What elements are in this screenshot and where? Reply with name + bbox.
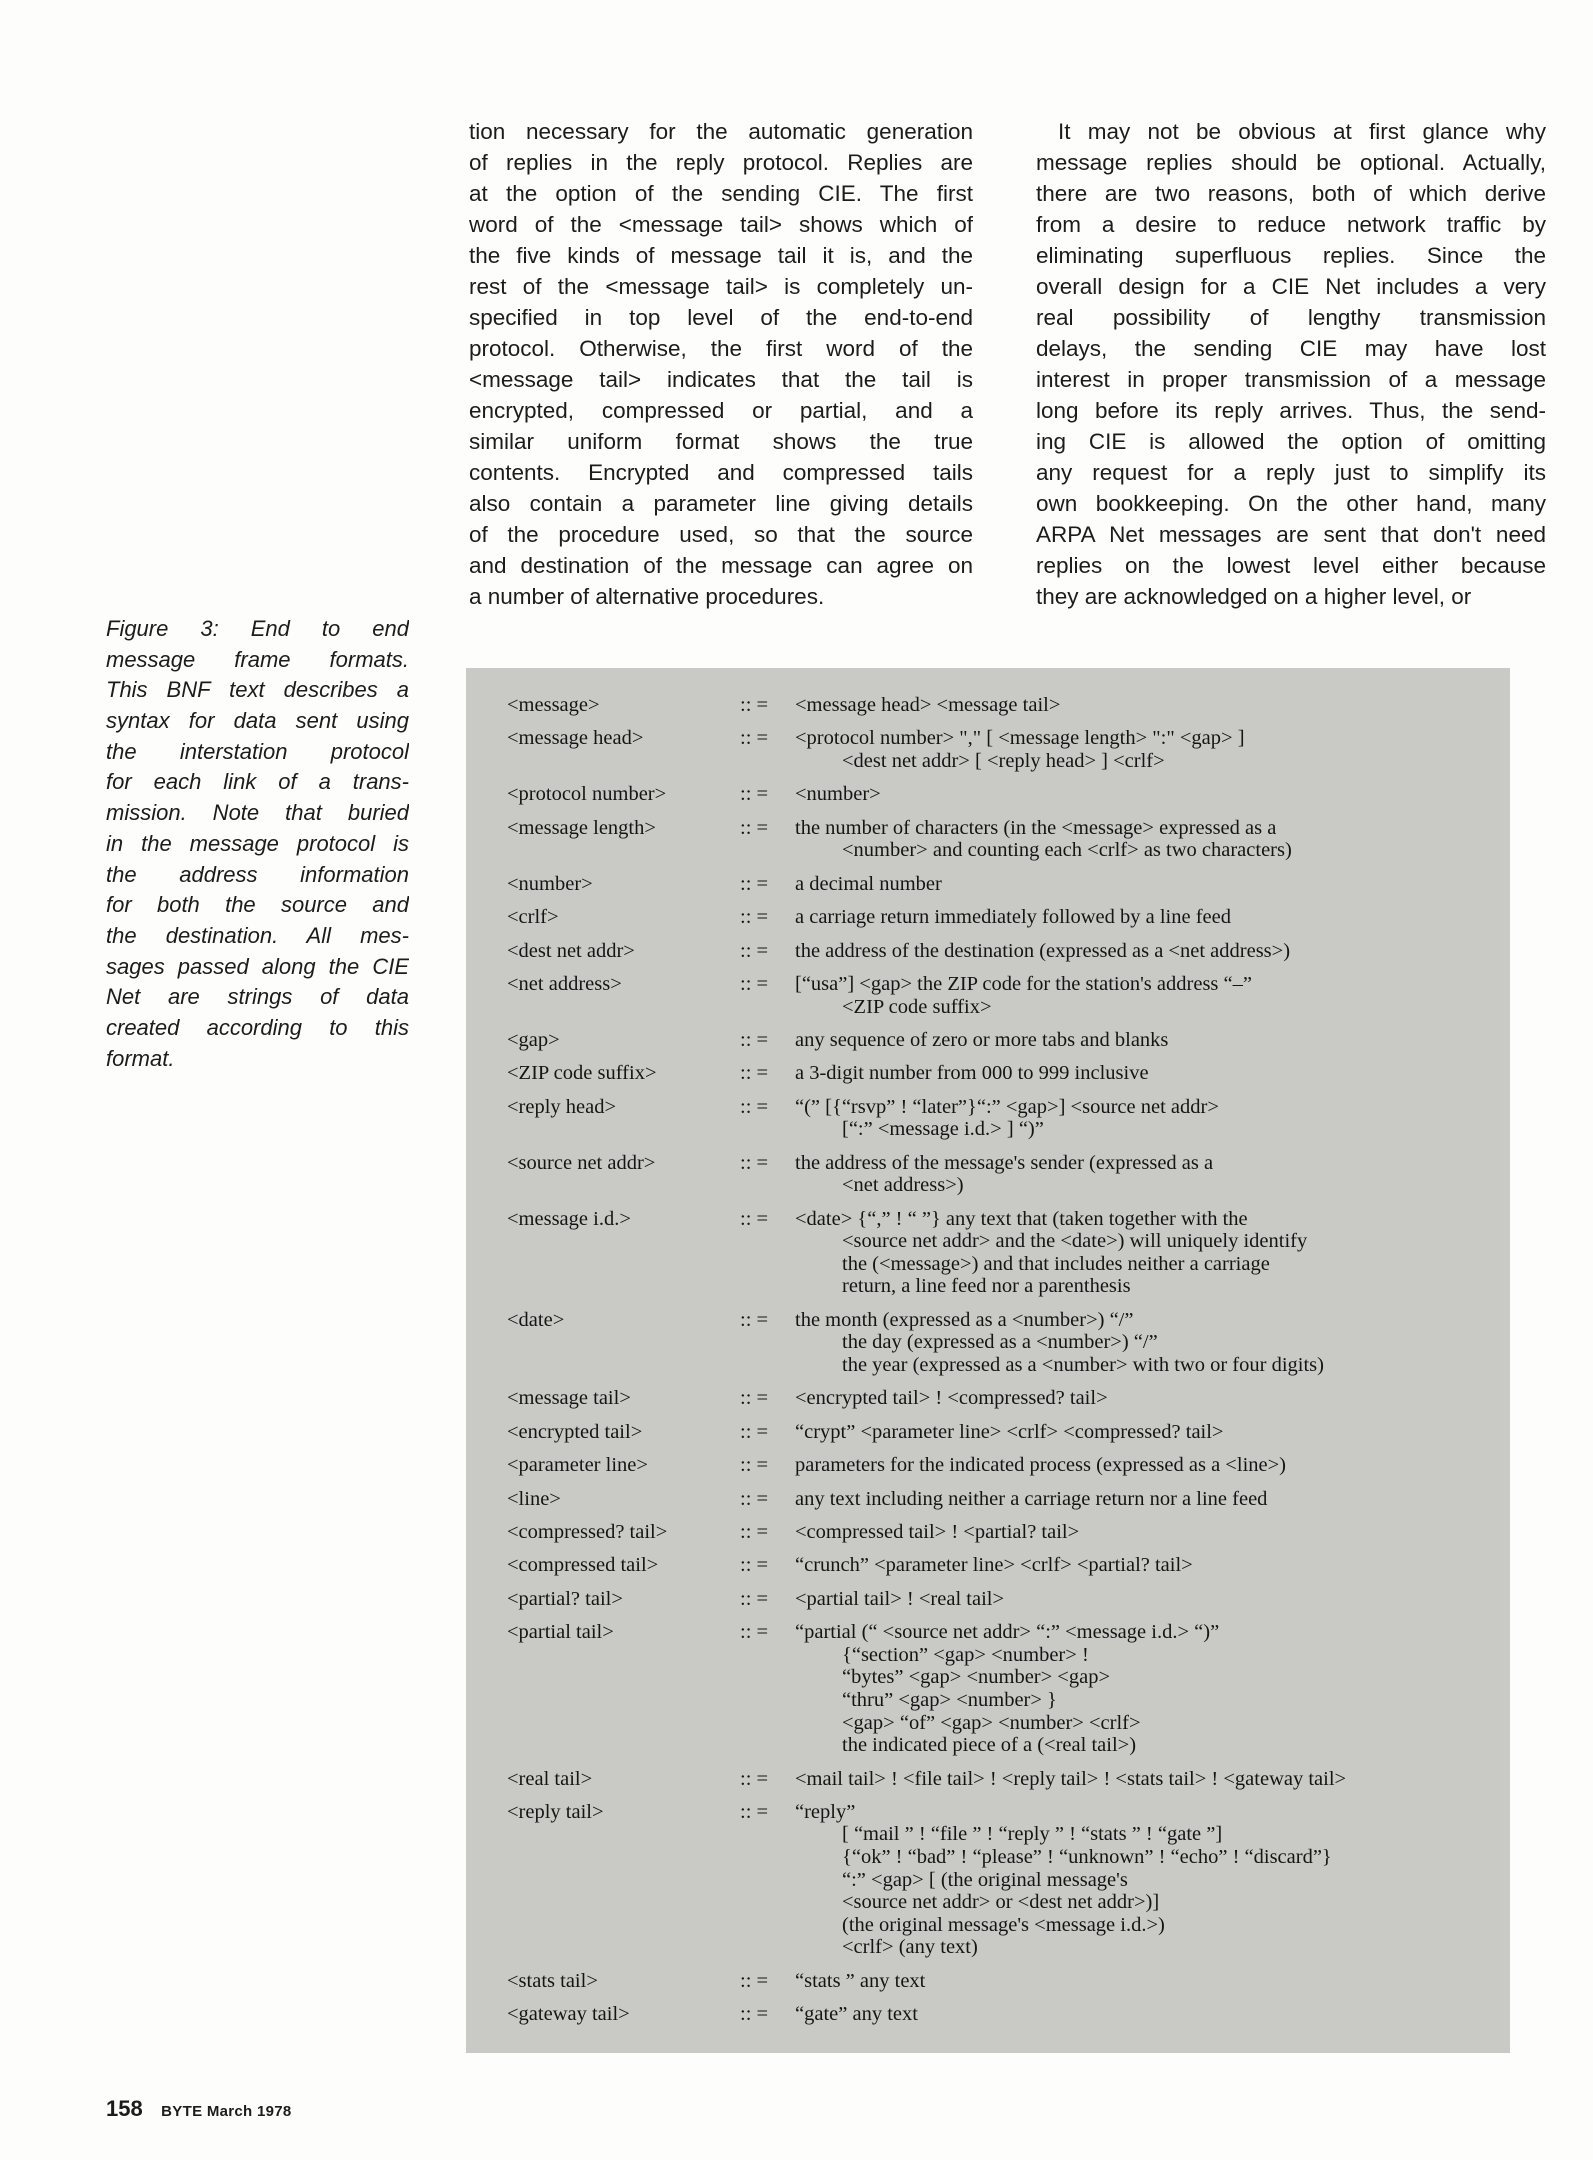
bnf-definition-line: <date> {“,” ! “ ”} any text that (taken together with the (795, 1207, 1248, 1230)
bnf-rule-definition (795, 873, 1507, 896)
bnf-definition-line: a 3-digit number from 000 to 999 inclusive (795, 1062, 1149, 1085)
bnf-operator: :: = (740, 872, 769, 895)
bnf-definition-line: [ “mail ” ! “file ” ! “reply ” ! “stats ” ! “gate ”] (842, 1823, 1223, 1846)
caption-line: in the message protocol is (106, 830, 409, 856)
bnf-rule-name: <reply head> (507, 1095, 617, 1118)
bnf-rule-name: <gap> (507, 1028, 560, 1051)
bnf-rule (507, 1588, 1507, 1611)
bnf-definition-line: the month (expressed as a <number>) “/” (795, 1308, 1134, 1331)
bnf-definition-line: “partial (“ <source net addr> “:” <message i.d.> “)” (795, 1621, 1220, 1644)
bnf-rule-definition (795, 1152, 1507, 1197)
bnf-operator: :: = (740, 727, 769, 750)
bnf-operator: :: = (740, 1454, 769, 1477)
bnf-rule-definition (795, 1454, 1507, 1477)
bnf-rule-definition (795, 1309, 1507, 1377)
bnf-rule-definition (795, 727, 1507, 772)
bnf-rule-name: <protocol number> (507, 783, 667, 806)
bnf-rule-name: <message head> (507, 727, 644, 750)
text-line: similar uniform format shows the true (469, 429, 973, 454)
bnf-operator: :: = (740, 1587, 769, 1610)
bnf-operator: :: = (740, 906, 769, 929)
bnf-rule (507, 1801, 1507, 1959)
bnf-definition-line: <encrypted tail> ! <compressed? tail> (795, 1387, 1108, 1410)
bnf-definition-line: [“:” <message i.d.> ] “)” (842, 1118, 1044, 1141)
bnf-definition-line: <gap> “of” <gap> <number> <crlf> (842, 1711, 1141, 1734)
text-line: <message tail> indicates that the tail is (469, 367, 973, 392)
bnf-operator: :: = (740, 1420, 769, 1443)
body-column-left (469, 116, 973, 612)
bnf-definition-line: {“ok” ! “bad” ! “please” ! “unknown” ! “echo” ! “discard”} (842, 1846, 1332, 1869)
text-line: specified in top level of the end-to-end (469, 305, 973, 330)
bnf-operator: :: = (740, 1387, 769, 1410)
bnf-rule-definition (795, 694, 1507, 717)
bnf-operator: :: = (740, 816, 769, 839)
bnf-rule-name: <message> (507, 694, 600, 716)
bnf-operator: :: = (740, 1767, 769, 1790)
bnf-rule (507, 1554, 1507, 1577)
bnf-rule-definition (795, 1387, 1507, 1410)
bnf-rule (507, 1454, 1507, 1477)
bnf-rule-definition (795, 2003, 1507, 2026)
bnf-rule (507, 1387, 1507, 1410)
text-line: also contain a parameter line giving details (469, 491, 973, 516)
bnf-rule-name: <partial? tail> (507, 1587, 623, 1610)
bnf-definition-line: “thru” <gap> <number> } (842, 1688, 1057, 1711)
bnf-rule (507, 1208, 1507, 1298)
bnf-definition-line: <crlf> (any text) (842, 1936, 978, 1959)
bnf-operator: :: = (740, 1062, 769, 1085)
bnf-rule-name: <ZIP code suffix> (507, 1062, 657, 1085)
bnf-rule (507, 1621, 1507, 1757)
bnf-definition-line: (the original message's <message i.d.>) (842, 1913, 1165, 1936)
bnf-rule (507, 1062, 1507, 1085)
bnf-rule (507, 1309, 1507, 1377)
bnf-definition-line: <mail tail> ! <file tail> ! <reply tail> ! <stats tail> ! <gateway tail> (795, 1767, 1347, 1790)
bnf-operator: :: = (740, 1969, 769, 1992)
bnf-definition-line: <ZIP code suffix> (842, 995, 992, 1018)
bnf-definition-line: any text including neither a carriage return nor a line feed (795, 1487, 1268, 1510)
bnf-definition-line: “bytes” <gap> <number> <gap> (842, 1666, 1111, 1689)
bnf-definition-line: “gate” any text (795, 2003, 918, 2026)
text-line: interest in proper transmission of a message (1036, 367, 1546, 392)
bnf-rule (507, 1521, 1507, 1544)
bnf-rule-definition (795, 1801, 1507, 1959)
bnf-rule-name: <message tail> (507, 1387, 631, 1410)
caption-line: Net are strings of data (106, 984, 409, 1010)
bnf-operator: :: = (740, 1487, 769, 1510)
bnf-operator: :: = (740, 694, 769, 716)
text-line: tion necessary for the automatic generation (469, 119, 973, 144)
bnf-rule-definition (795, 1588, 1507, 1611)
bnf-rule-definition (795, 1096, 1507, 1141)
bnf-definition-line: the day (expressed as a <number>) “/” (842, 1331, 1158, 1354)
bnf-definition-line: [“usa”] <gap> the ZIP code for the station's address “–” (795, 972, 1252, 995)
text-line: and destination of the message can agree on (469, 553, 973, 578)
bnf-definition-line: “reply” (795, 1800, 856, 1823)
bnf-definition-line: <net address>) (842, 1174, 964, 1197)
text-line: the five kinds of message tail it is, and the (469, 243, 973, 268)
caption-line: created according to this (106, 1014, 409, 1040)
caption-line: for each link of a trans- (106, 769, 409, 795)
caption-line: message frame formats. (106, 646, 409, 672)
bnf-operator: :: = (740, 972, 769, 995)
bnf-rule (507, 1768, 1507, 1791)
bnf-operator: :: = (740, 1800, 769, 1823)
bnf-definition-line: <compressed tail> ! <partial? tail> (795, 1520, 1080, 1543)
bnf-rule-name: <reply tail> (507, 1800, 604, 1823)
bnf-rule-definition (795, 1029, 1507, 1052)
caption-line: syntax for data sent using (106, 708, 409, 734)
bnf-rule-name: <date> (507, 1308, 565, 1331)
bnf-operator: :: = (740, 783, 769, 806)
bnf-rule-name: <compressed tail> (507, 1554, 659, 1577)
text-line: of replies in the reply protocol. Replies are (469, 150, 973, 175)
bnf-operator: :: = (740, 1028, 769, 1051)
caption-line: format. (106, 1045, 175, 1071)
text-line: ing CIE is allowed the option of omitting (1036, 429, 1546, 454)
bnf-definition-line: “:” <gap> [ (the original message's (842, 1868, 1128, 1891)
bnf-rule-definition (795, 940, 1507, 963)
bnf-rule (507, 694, 1507, 717)
bnf-rule-name: <number> (507, 872, 593, 895)
bnf-rule-name: <compressed? tail> (507, 1520, 668, 1543)
bnf-definition-line: parameters for the indicated process (expressed as a <line>) (795, 1454, 1286, 1477)
bnf-definition-line: <protocol number> "," [ <message length> ":" <gap> ] (795, 727, 1245, 750)
bnf-rule (507, 1152, 1507, 1197)
caption-line: the address information (106, 861, 409, 887)
figure-caption (106, 614, 409, 1074)
text-line: they are acknowledged on a higher level, or (1036, 584, 1472, 609)
bnf-rule-definition (795, 906, 1507, 929)
bnf-rule-definition (795, 783, 1507, 806)
bnf-operator: :: = (740, 939, 769, 962)
bnf-rule (507, 940, 1507, 963)
text-line: protocol. Otherwise, the first word of the (469, 336, 973, 361)
figure-3-bnf-box (466, 668, 1510, 2053)
caption-line: for both the source and (106, 892, 409, 918)
bnf-rule-definition (795, 1768, 1507, 1791)
text-line: own bookkeeping. On the other hand, many (1036, 491, 1546, 516)
text-line: delays, the sending CIE may have lost (1036, 336, 1546, 361)
caption-line: the destination. All mes- (106, 922, 409, 948)
bnf-rule (507, 1970, 1507, 1993)
bnf-rule-definition (795, 1421, 1507, 1444)
caption-line: This BNF text describes a (106, 677, 409, 703)
bnf-operator: :: = (740, 1151, 769, 1174)
bnf-rule-definition (795, 1970, 1507, 1993)
page-footer (106, 2096, 292, 2122)
caption-line: the interstation protocol (106, 738, 409, 764)
bnf-rule (507, 2003, 1507, 2026)
bnf-rule-name: <dest net addr> (507, 939, 635, 962)
bnf-operator: :: = (740, 2003, 769, 2026)
bnf-rule-definition (795, 1062, 1507, 1085)
bnf-rule-name: <line> (507, 1487, 561, 1510)
text-line: a number of alternative procedures. (469, 584, 825, 609)
text-line: encrypted, compressed or partial, and a (469, 398, 973, 423)
bnf-rule-name: <message i.d.> (507, 1207, 631, 1230)
caption-line: sages passed along the CIE (106, 953, 409, 979)
bnf-rule (507, 727, 1507, 772)
text-line: It may not be obvious at first glance why (1058, 119, 1546, 144)
bnf-rule (507, 1488, 1507, 1511)
bnf-definition-line: a carriage return immediately followed by a line feed (795, 906, 1231, 929)
text-line: at the option of the sending CIE. The first (469, 181, 973, 206)
text-line: message replies should be optional. Actually, (1036, 150, 1546, 175)
bnf-definition-line: {“section” <gap> <number> ! (842, 1643, 1089, 1666)
bnf-rule-definition (795, 1208, 1507, 1298)
text-line: contents. Encrypted and compressed tails (469, 460, 973, 485)
text-line: replies on the lowest level either because (1036, 553, 1546, 578)
bnf-operator: :: = (740, 1207, 769, 1230)
bnf-definition-line: “(” [{“rsvp” ! “later”}“:” <gap>] <source net addr> (795, 1095, 1219, 1118)
bnf-definition-line: <message head> <message tail> (795, 694, 1061, 716)
bnf-rule-name: <gateway tail> (507, 2003, 630, 2026)
bnf-rule (507, 873, 1507, 896)
text-line: any request for a reply just to simplify its (1036, 460, 1546, 485)
bnf-definition-line: any sequence of zero or more tabs and blanks (795, 1028, 1169, 1051)
bnf-rule-name: <real tail> (507, 1767, 593, 1790)
bnf-rule-definition (795, 1488, 1507, 1511)
bnf-definition-line: <source net addr> or <dest net addr>)] (842, 1891, 1160, 1914)
text-line: from a desire to reduce network traffic by (1036, 212, 1546, 237)
bnf-rule-definition (795, 1554, 1507, 1577)
bnf-definition-line: <partial tail> ! <real tail> (795, 1587, 1005, 1610)
bnf-rule-name: <partial tail> (507, 1621, 614, 1644)
bnf-operator: :: = (740, 1554, 769, 1577)
bnf-definition-line: the address of the destination (expressed as a <net address>) (795, 939, 1291, 962)
bnf-operator: :: = (740, 1621, 769, 1644)
text-line: word of the <message tail> shows which of (469, 212, 973, 237)
bnf-rule-name: <net address> (507, 972, 622, 995)
bnf-rule-name: <source net addr> (507, 1151, 656, 1174)
bnf-rule-name: <crlf> (507, 906, 559, 929)
bnf-grammar (507, 694, 1507, 2037)
bnf-definition-line: return, a line feed nor a parenthesis (842, 1275, 1131, 1298)
text-line: there are two reasons, both of which derive (1036, 181, 1546, 206)
text-line: real possibility of lengthy transmission (1036, 305, 1546, 330)
bnf-rule-name: <message length> (507, 816, 656, 839)
bnf-definition-line: <number> (795, 783, 881, 806)
text-line: of the procedure used, so that the source (469, 522, 973, 547)
caption-line: mission. Note that buried (106, 800, 409, 826)
page-number: 158 (106, 2096, 143, 2121)
bnf-definition-line: <dest net addr> [ <reply head> ] <crlf> (842, 749, 1165, 772)
bnf-definition-line: the (<message>) and that includes neither a carriage (842, 1252, 1270, 1275)
body-column-right (1036, 116, 1546, 612)
bnf-operator: :: = (740, 1308, 769, 1331)
bnf-operator: :: = (740, 1095, 769, 1118)
bnf-definition-line: “crunch” <parameter line> <crlf> <partial? tail> (795, 1554, 1193, 1577)
bnf-definition-line: “crypt” <parameter line> <crlf> <compressed? tail> (795, 1420, 1224, 1443)
bnf-definition-line: the number of characters (in the <message> expressed as a (795, 816, 1277, 839)
bnf-definition-line: the address of the message's sender (expressed as a (795, 1151, 1214, 1174)
text-line: overall design for a CIE Net includes a very (1036, 274, 1546, 299)
bnf-definition-line: the year (expressed as a <number> with two or four digits) (842, 1354, 1324, 1377)
bnf-definition-line: <source net addr> and the <date>) will uniquely identify (842, 1230, 1308, 1253)
bnf-rule (507, 973, 1507, 1018)
bnf-rule (507, 783, 1507, 806)
bnf-rule-name: <stats tail> (507, 1969, 598, 1992)
bnf-rule (507, 906, 1507, 929)
bnf-rule (507, 1029, 1507, 1052)
bnf-definition-line: “stats ” any text (795, 1969, 926, 1992)
issue-label: BYTE March 1978 (161, 2103, 292, 2120)
text-line: eliminating superfluous replies. Since the (1036, 243, 1546, 268)
bnf-rule-name: <encrypted tail> (507, 1420, 643, 1443)
bnf-rule (507, 1421, 1507, 1444)
bnf-rule (507, 817, 1507, 862)
text-line: ARPA Net messages are sent that don't need (1036, 522, 1546, 547)
text-line: long before its reply arrives. Thus, the send- (1036, 398, 1546, 423)
caption-line: Figure 3: End to end (106, 616, 409, 641)
bnf-definition-line: <number> and counting each <crlf> as two characters) (842, 839, 1292, 862)
text-line: rest of the <message tail> is completely un- (469, 274, 973, 299)
bnf-definition-line: a decimal number (795, 872, 942, 895)
bnf-operator: :: = (740, 1520, 769, 1543)
bnf-rule-definition (795, 973, 1507, 1018)
bnf-rule-name: <parameter line> (507, 1454, 648, 1477)
bnf-definition-line: the indicated piece of a (<real tail>) (842, 1734, 1137, 1757)
bnf-rule (507, 1096, 1507, 1141)
bnf-rule-definition (795, 1621, 1507, 1757)
bnf-rule-definition (795, 817, 1507, 862)
bnf-rule-definition (795, 1521, 1507, 1544)
